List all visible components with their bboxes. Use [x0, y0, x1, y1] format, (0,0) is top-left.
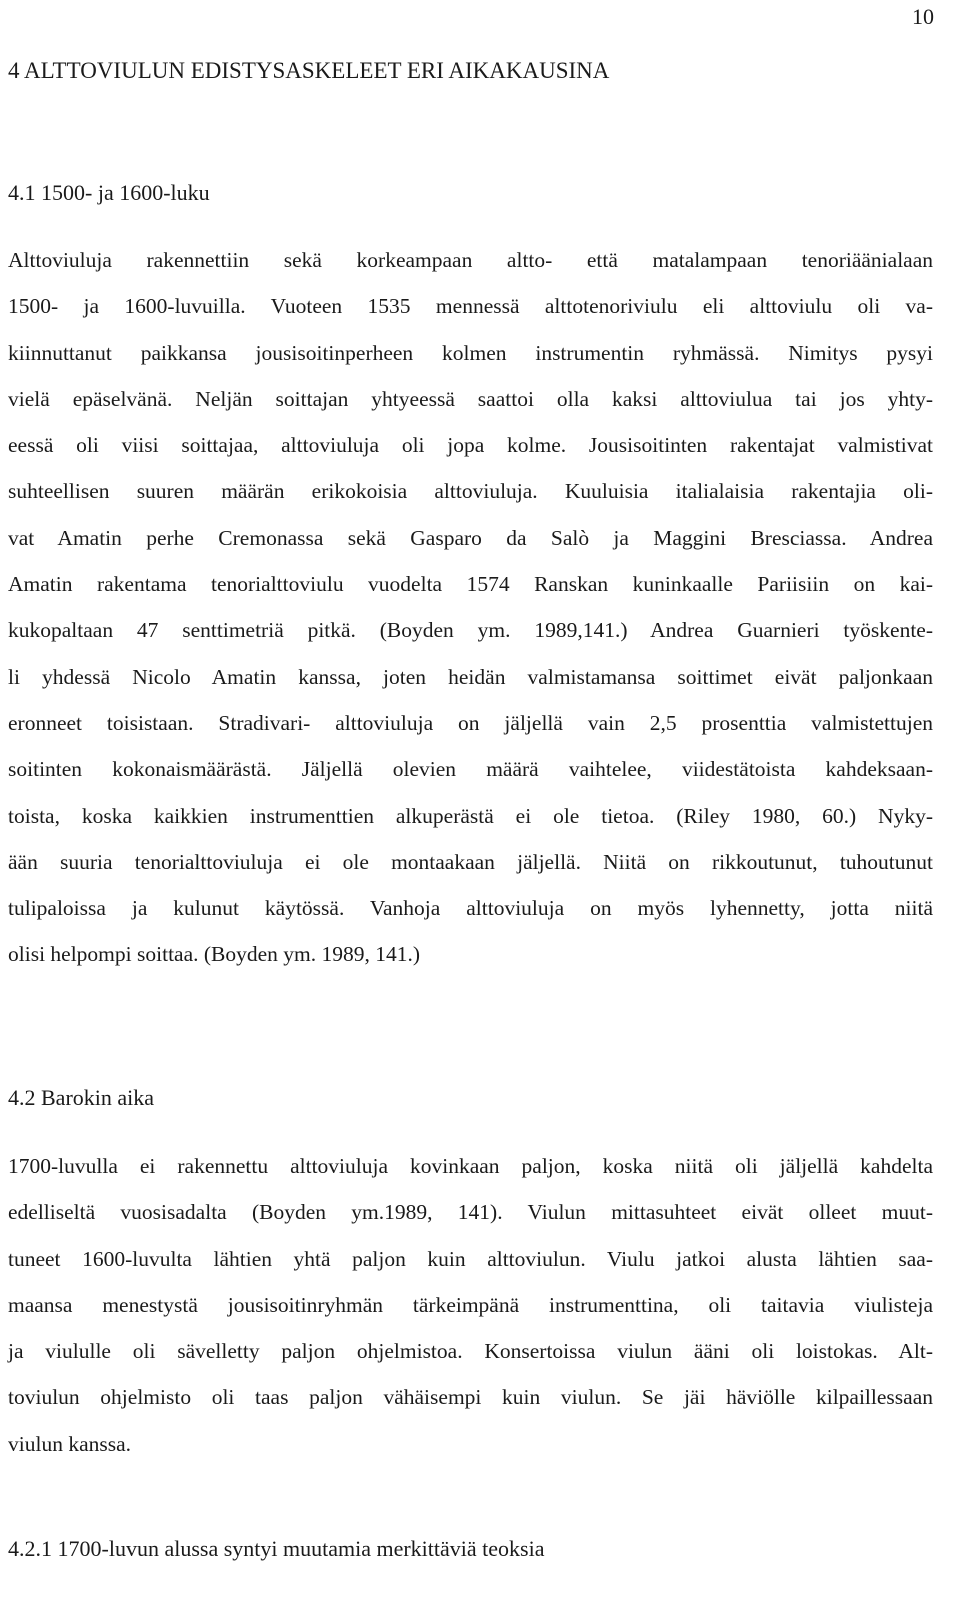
text-line: Alttoviuluja rakennettiin sekä korkeampaan altto- että matalampaan tenoriäänialaan [8, 248, 933, 272]
paragraph-4-1 [8, 237, 933, 978]
text-line: ään suuria tenorialttoviuluja ei ole montaakaan jäljellä. Niitä on rikkoutunut, tuhoutunut [8, 849, 933, 874]
text-line: suhteellisen suuren määrän erikokoisia alttoviuluja. Kuuluisia italialaisia rakentajia oli- [8, 479, 933, 504]
text-line: toviulun ohjelmisto oli taas paljon vähäisempi kuin viulun. Se jäi häviölle kilpaillessaan [8, 1385, 933, 1410]
text-line: olisi helpompi soittaa. (Boyden ym. 1989, 141.) [8, 942, 421, 967]
subsection-heading-4-2-1: 4.2.1 1700-luvun alussa syntyi muutamia merkittäviä teoksia [8, 1536, 545, 1561]
text-line: li yhdessä Nicolo Amatin kanssa, joten heidän valmistamansa soittimet eivät paljonkaan [8, 664, 933, 689]
page-number: 10 [912, 4, 934, 29]
text-line: vielä epäselvänä. Neljän soittajan yhtyeessä saattoi olla kaksi alttoviulua tai jos yhty- [8, 386, 933, 411]
text-line: toista, koska kaikkien instrumenttien alkuperästä ei ole tietoa. (Riley 1980, 60.) Nyky- [8, 803, 933, 828]
text-line: maansa menestystä jousisoitinryhmän tärkeimpänä instrumenttina, oli taitavia viulisteja [8, 1292, 933, 1317]
text-line: tuneet 1600-luvulta lähtien yhtä paljon kuin alttoviulun. Viulu jatkoi alusta lähtien saa- [8, 1246, 933, 1271]
text-line: 1700-luvulla ei rakennettu alttoviuluja kovinkaan paljon, koska niitä oli jäljellä kahdelta [8, 1154, 933, 1178]
section-heading-4-1: 4.1 1500- ja 1600-luku [8, 180, 210, 205]
text-line: eronneet toisistaan. Stradivari- alttoviuluja on jäljellä vain 2,5 prosenttia valmistettujen [8, 710, 933, 735]
text-line: kiinnuttanut paikkansa jousisoitinperheen kolmen instrumentin ryhmässä. Nimitys pysyi [8, 340, 933, 365]
text-line: eessä oli viisi soittajaa, alttoviuluja oli jopa kolme. Jousisoitinten rakentajat valmistivat [8, 433, 933, 458]
paragraph-4-2 [8, 1143, 933, 1467]
chapter-title: 4 ALTTOVIULUN EDISTYSASKELEET ERI AIKAKAUSINA [8, 58, 610, 83]
text-line: kukopaltaan 47 senttimetriä pitkä. (Boyden ym. 1989,141.) Andrea Guarnieri työskente- [8, 618, 933, 643]
text-line: soitinten kokonaismäärästä. Jäljellä olevien määrä vaihtelee, viidestätoista kahdeksaan- [8, 757, 933, 782]
text-line: Amatin rakentama tenorialttoviulu vuodelta 1574 Ranskan kuninkaalle Pariisiin on kai- [8, 572, 933, 597]
text-line: tulipaloissa ja kulunut käytössä. Vanhoja alttoviuluja on myös lyhennetty, jotta niitä [8, 896, 933, 921]
text-line: 1500- ja 1600-luvuilla. Vuoteen 1535 mennessä alttotenoriviulu eli alttoviulu oli va- [8, 294, 933, 319]
text-line: edelliseltä vuosisadalta (Boyden ym.1989, 141). Viulun mittasuhteet eivät olleet muut- [8, 1200, 933, 1225]
text-line: viulun kanssa. [8, 1431, 132, 1456]
text-line: vat Amatin perhe Cremonassa sekä Gasparo da Salò ja Maggini Bresciassa. Andrea [8, 525, 933, 550]
section-heading-4-2: 4.2 Barokin aika [8, 1085, 155, 1110]
text-line: ja viululle oli sävelletty paljon ohjelmistoa. Konsertoissa viulun ääni oli loistokas. Alt- [8, 1339, 933, 1364]
